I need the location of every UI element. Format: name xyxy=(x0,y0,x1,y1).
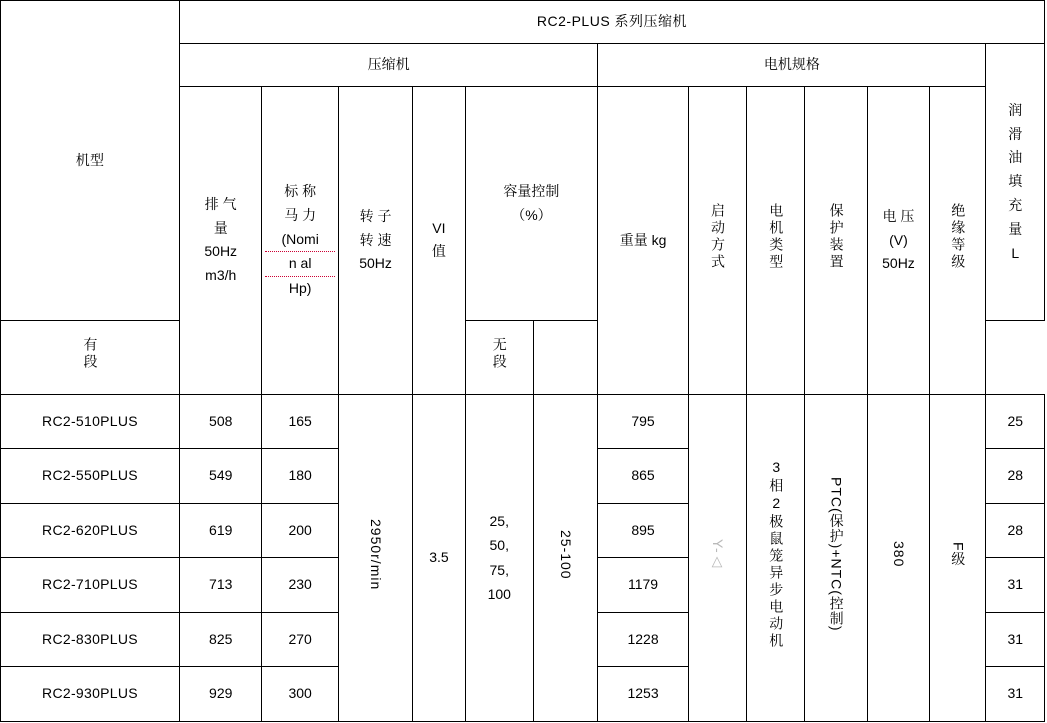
stepped-value-3: 75, xyxy=(489,561,509,578)
displacement-value: 619 xyxy=(180,503,262,558)
vi-value: 3.5 xyxy=(413,394,465,721)
rotor-speed-value xyxy=(338,394,412,721)
rotor-line-3: 50Hz xyxy=(359,255,392,272)
weight-value: 1228 xyxy=(598,612,689,667)
weight-value: 795 xyxy=(598,394,689,449)
motor-type-value xyxy=(747,394,805,721)
start-mode-label: 启动方式 xyxy=(709,203,726,272)
hp-value: 300 xyxy=(262,667,338,722)
vi-line-2: 值 xyxy=(431,243,446,260)
oil-line-5: 充 xyxy=(1008,196,1023,213)
oil-line-2: 滑 xyxy=(1008,125,1023,142)
hp-value: 180 xyxy=(262,449,338,504)
displacement-value: 508 xyxy=(180,394,262,449)
header-model: 机型 xyxy=(1,1,180,321)
insulation-text: F级 xyxy=(950,542,967,567)
motor-type-label: 电机类型 xyxy=(768,203,785,272)
vi-line-1: VI xyxy=(432,219,446,236)
displacement-value: 825 xyxy=(180,612,262,667)
header-stepped xyxy=(1,321,180,395)
rotor-line-1: 转 子 xyxy=(359,207,392,224)
stepped-label: 有段 xyxy=(82,337,99,372)
oil-value: 31 xyxy=(986,667,1045,722)
protection-value xyxy=(805,394,867,721)
hp-value: 230 xyxy=(262,558,338,613)
rotor-line-2: 转 速 xyxy=(359,231,392,248)
model-name: RC2-550PLUS xyxy=(1,449,180,504)
protection-label: 保护装置 xyxy=(828,203,845,272)
stepless-label: 无段 xyxy=(491,337,508,372)
displacement-value: 549 xyxy=(180,449,262,504)
voltage-line-1: 电 压 xyxy=(882,207,915,224)
header-capacity-control xyxy=(465,87,598,321)
rotor-speed-text: 2950r/min xyxy=(368,518,385,591)
header-displacement xyxy=(180,87,262,395)
hp-value: 165 xyxy=(262,394,338,449)
displacement-line-3: 50Hz xyxy=(204,243,238,260)
hp-line-5: Hp) xyxy=(288,280,312,297)
hp-line-1: 标 称 xyxy=(284,182,317,199)
header-nominal-hp xyxy=(262,87,338,395)
group-header-compressor: 压缩机 xyxy=(180,44,598,87)
header-oil-fill xyxy=(986,44,1045,321)
header-rotor-speed xyxy=(338,87,412,395)
oil-line-4: 填 xyxy=(1008,173,1023,190)
header-insulation xyxy=(930,87,986,395)
hp-line-3: (Nomi xyxy=(265,228,334,253)
stepped-value xyxy=(465,394,533,721)
protection-text: PTC(保护)+NTC(控制) xyxy=(828,477,845,632)
stepped-value-2: 50, xyxy=(489,537,509,554)
oil-value: 25 xyxy=(986,394,1045,449)
table-row-title xyxy=(1,1,1045,44)
displacement-line-4: m3/h xyxy=(205,267,237,284)
capacity-control-unit: （%） xyxy=(511,206,552,223)
oil-line-3: 油 xyxy=(1008,149,1023,166)
insulation-label: 绝缘等级 xyxy=(950,203,967,272)
header-start-mode xyxy=(688,87,746,395)
header-voltage xyxy=(867,87,929,395)
hp-value: 270 xyxy=(262,612,338,667)
voltage-value xyxy=(867,394,929,721)
oil-value: 28 xyxy=(986,503,1045,558)
header-stepless xyxy=(465,321,533,395)
hp-value: 200 xyxy=(262,503,338,558)
header-protection xyxy=(805,87,867,395)
model-name: RC2-710PLUS xyxy=(1,558,180,613)
stepless-value xyxy=(533,394,597,721)
insulation-value xyxy=(930,394,986,721)
displacement-value: 713 xyxy=(180,558,262,613)
oil-line-6: 量 xyxy=(1008,220,1023,237)
oil-line-1: 润 xyxy=(1008,101,1023,118)
oil-line-7: L xyxy=(1011,244,1020,261)
displacement-value: 929 xyxy=(180,667,262,722)
displacement-line-2: 量 xyxy=(213,219,228,236)
weight-value: 1179 xyxy=(598,558,689,613)
stepped-value-4: 100 xyxy=(487,586,511,603)
model-name: RC2-830PLUS xyxy=(1,612,180,667)
voltage-text: 380 xyxy=(890,541,907,568)
start-mode-value xyxy=(688,394,746,721)
start-mode-text: Y-△ xyxy=(709,538,726,571)
header-motor-type xyxy=(747,87,805,395)
model-name: RC2-620PLUS xyxy=(1,503,180,558)
voltage-line-2: (V) xyxy=(889,231,908,248)
header-vi xyxy=(413,87,465,395)
model-name: RC2-930PLUS xyxy=(1,667,180,722)
voltage-line-3: 50Hz xyxy=(882,255,915,272)
oil-value: 31 xyxy=(986,612,1045,667)
capacity-control-label: 容量控制 xyxy=(503,182,560,199)
stepped-value-1: 25, xyxy=(489,512,509,529)
stepless-text: 25-100 xyxy=(558,529,575,580)
oil-value: 28 xyxy=(986,449,1045,504)
header-weight: 重量 kg xyxy=(598,87,689,395)
weight-value: 865 xyxy=(598,449,689,504)
displacement-line-1: 排 气 xyxy=(204,195,237,212)
motor-type-text: 3相2极鼠笼异步电动机 xyxy=(768,459,785,651)
hp-line-2: 马 力 xyxy=(284,206,317,223)
table-title: RC2-PLUS 系列压缩机 xyxy=(180,1,1045,44)
table-row xyxy=(1,394,1045,449)
oil-value: 31 xyxy=(986,558,1045,613)
weight-value: 1253 xyxy=(598,667,689,722)
model-name: RC2-510PLUS xyxy=(1,394,180,449)
hp-line-4: n al xyxy=(265,252,334,277)
group-header-motor: 电机规格 xyxy=(598,44,986,87)
weight-value: 895 xyxy=(598,503,689,558)
